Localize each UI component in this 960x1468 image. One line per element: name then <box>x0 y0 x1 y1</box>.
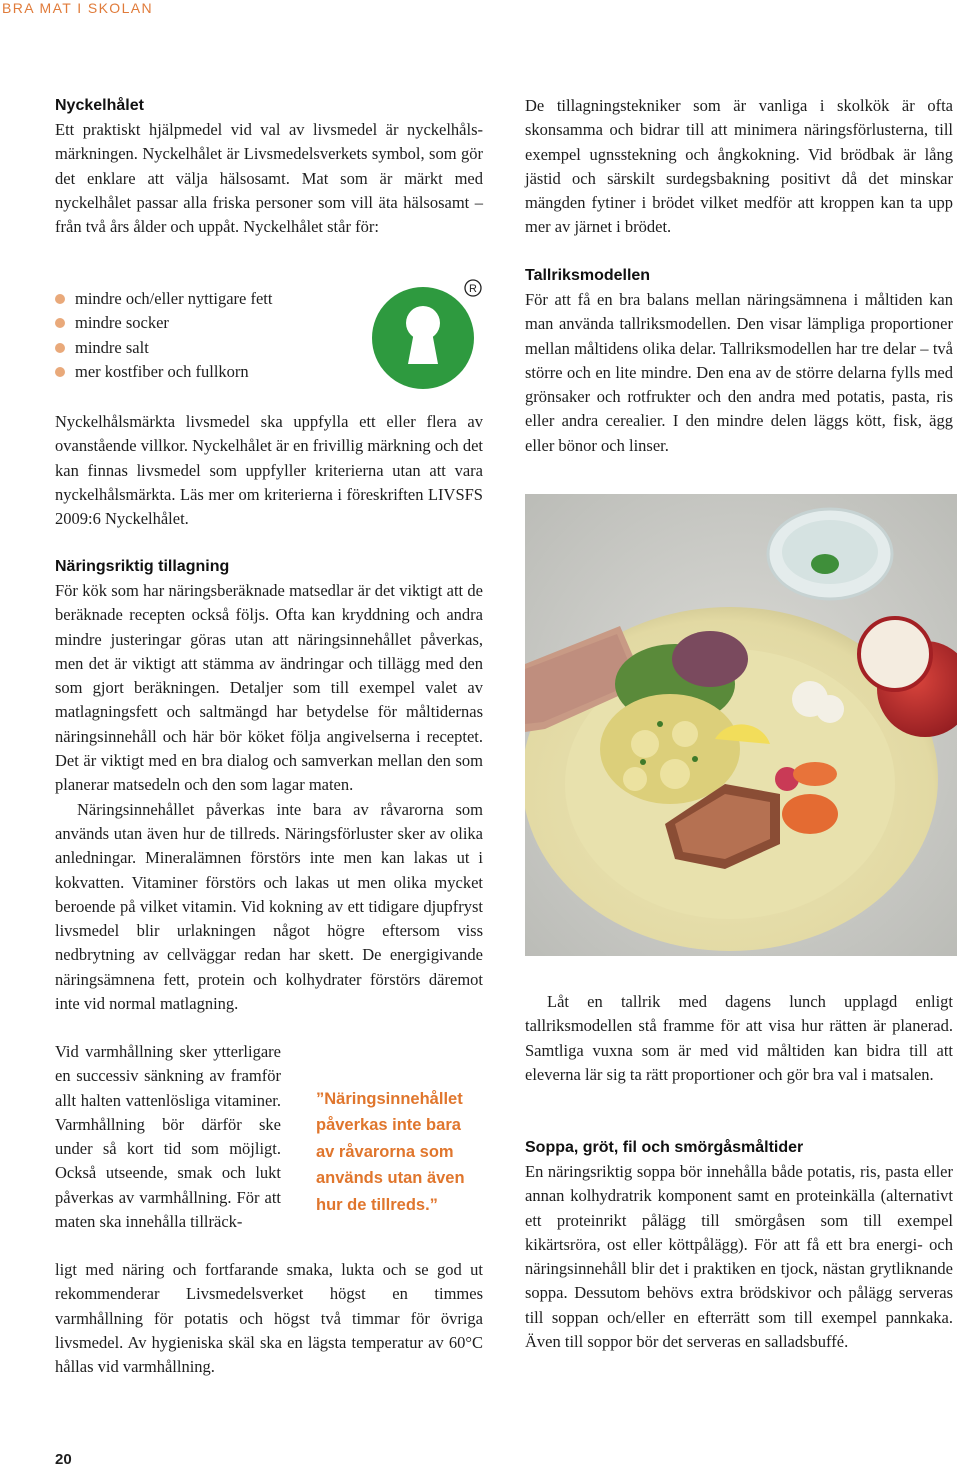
list-item: mindre salt <box>55 336 315 360</box>
page-number: 20 <box>55 1451 72 1468</box>
list-item: mindre socker <box>55 311 315 335</box>
pull-quote: ”Näringsinnehållet påverkas inte bara av råvarorna som används utan även hur de tillreds.” <box>316 1090 465 1214</box>
nyckelhalet-intro: Ett praktiskt hjälpmedel vid val av livsmedel är nyckelhåls-märkningen. Nyckelhålet är Livsmedelsverkets symbol, som gör det enklare att välja hälsosamt. Mat som är märkt med nyckelhålet passar alla friska personer som vill äta hälsosamt – från två års ålder och uppåt. Nyckelhålet står för: <box>55 120 483 237</box>
soppa-text: En näringsriktig soppa bör innehålla både potatis, ris, pasta eller annan kolhydratrik komponent samt en proteinkälla (alternativt ett proteinrikt pålägg till smörgåsen som till exempel kikärtsröra, ost eller köttpålägg). För att få ett bra energi- och näringsinnehåll blir det i praktiken en tjock, nästan grytliknande soppa. Dessutom behövs extra brödskivor och pålägg serveras till soppan och/eller en efterrätt som till exempel pannkaka. Även till soppor bör det serveras en salladsbuffé. <box>525 1162 953 1352</box>
soppa-heading: Soppa, gröt, fil och smörgåsmåltider <box>525 1139 804 1156</box>
keyhole-logo-icon <box>368 276 486 394</box>
nyckelhalet-section <box>55 94 483 239</box>
soppa-section <box>525 1136 953 1354</box>
plate-photo <box>525 494 957 956</box>
naring-paragraph-3-wide: ligt med näring och fortfarande smaka, lukta och se god ut rekommenderar Livsmedelsverket högst en timmes varmhållning för potatis och högst två timmar för övriga livsmedel. Av hygieniska skäl ska en lägsta temperatur av 60°C hållas vid varmhållning. <box>55 1260 483 1377</box>
nyckelhalet-heading: Nyckelhålet <box>55 97 144 114</box>
naring-paragraph-3-narrow: Vid varmhållning sker ytterligare en successiv sänkning av framför allt halten vattenlösliga vitaminer. Varmhållning bör därför ske under så kort tid som möjligt. Också utseende, smak och lukt påverkas av varmhållning. För att maten ska innehålla tillräck- <box>55 1042 281 1232</box>
bullet-dot-icon <box>55 367 65 377</box>
right-intro: De tillagningstekniker som är vanliga i skolkök är ofta skonsamma och bidrar till att minimera näringsförlusterna, till exempel ugnsstekning och ångkokning. Vid brödbak är lång jästid och särskilt surdegsbakning positivt då det minskar mängden fytiner i brödet vilket medför att kroppen kan ta upp mer av järnet i brödet. <box>525 96 953 237</box>
list-item: mer kostfiber och fullkorn <box>55 360 315 384</box>
tallrik-section <box>525 264 953 458</box>
bullet-dot-icon <box>55 343 65 353</box>
naring-section <box>55 555 483 1016</box>
criteria-list <box>55 287 315 384</box>
section-header: BRA MAT I SKOLAN <box>2 0 154 16</box>
criteria-list-wrap <box>55 287 315 384</box>
list-item: mindre och/eller nyttigare fett <box>55 287 315 311</box>
naring-heading: Näringsriktig tillagning <box>55 558 230 575</box>
photo-caption: Låt en tallrik med dagens lunch upplagd enligt tallriksmodellen stå framme för att visa hur rätten är planerad. Samtliga vuxna som är med vid måltiden kan bidra till att eleverna lär sig ta rätt proportioner och gör bra val i matsalen. <box>525 992 953 1084</box>
naring-paragraph-1: För kök som har näringsberäknade matsedlar är det viktigt att de beräknade recepten också följs. Ofta kan kryddning och andra mindre justeringar göras utan att näringsinnehållet påverkas, men det är viktigt att stämma av ändringar och tillägg med den som gjort beräkningen. Detaljer som till exempel valet av matlagningsfett och saltmängd har betydelse för måltidernas näringsinnehåll och här bör köket följa angivelserna i receptet. Det är viktigt med en bra dialog och samverkan mellan den som planerar matsedeln och den som lagar maten. <box>55 581 483 795</box>
nyckelhalet-after: Nyckelhålsmärkta livsmedel ska uppfylla ett eller flera av ovanstående villkor. Nyckelhålet är en frivillig märkning och det kan finnas livsmedel som uppfyller kriterierna utan att vara nyckelhålsmärkta. Läs mer om kriterierna i föreskriften LIVSFS 2009:6 Nyckelhålet. <box>55 412 483 529</box>
tallrik-text: För att få en bra balans mellan näringsämnena i måltiden kan man använda tallriksmodellen. Den visar lämpliga proportioner mellan måltidens olika delar. Tallriksmodellen har tre delar – två större och en lite mindre. Den ena av de större delarna fylls med grönsaker och rotfrukter och den andra med potatis, pasta, ris eller andra cerealier. I den mindre delen läggs kött, fisk, ägg eller bönor och linser. <box>525 290 953 455</box>
naring-paragraph-2: Näringsinnehållet påverkas inte bara av råvarorna som används utan även hur de tillreds. Näringsförluster sker av olika anledningar. Mineralämnen förstörs inte men kan lakas ut i kokvatten. Vitaminer förstörs och lakas ut men olika mycket beroende på vilket vitamin. Vid kokning av ett tidigare djupfryst livsmedel blir urlakningen något högre eftersom viss nedbrytning av cellväggar redan har skett. De energigivande näringsämnena fett, protein och kolhydrater förstörs däremot inte vid normal matlagning. <box>55 799 483 1014</box>
bullet-dot-icon <box>55 294 65 304</box>
bullet-dot-icon <box>55 318 65 328</box>
svg-text:R: R <box>469 283 477 295</box>
tallrik-heading: Tallriksmodellen <box>525 267 651 284</box>
